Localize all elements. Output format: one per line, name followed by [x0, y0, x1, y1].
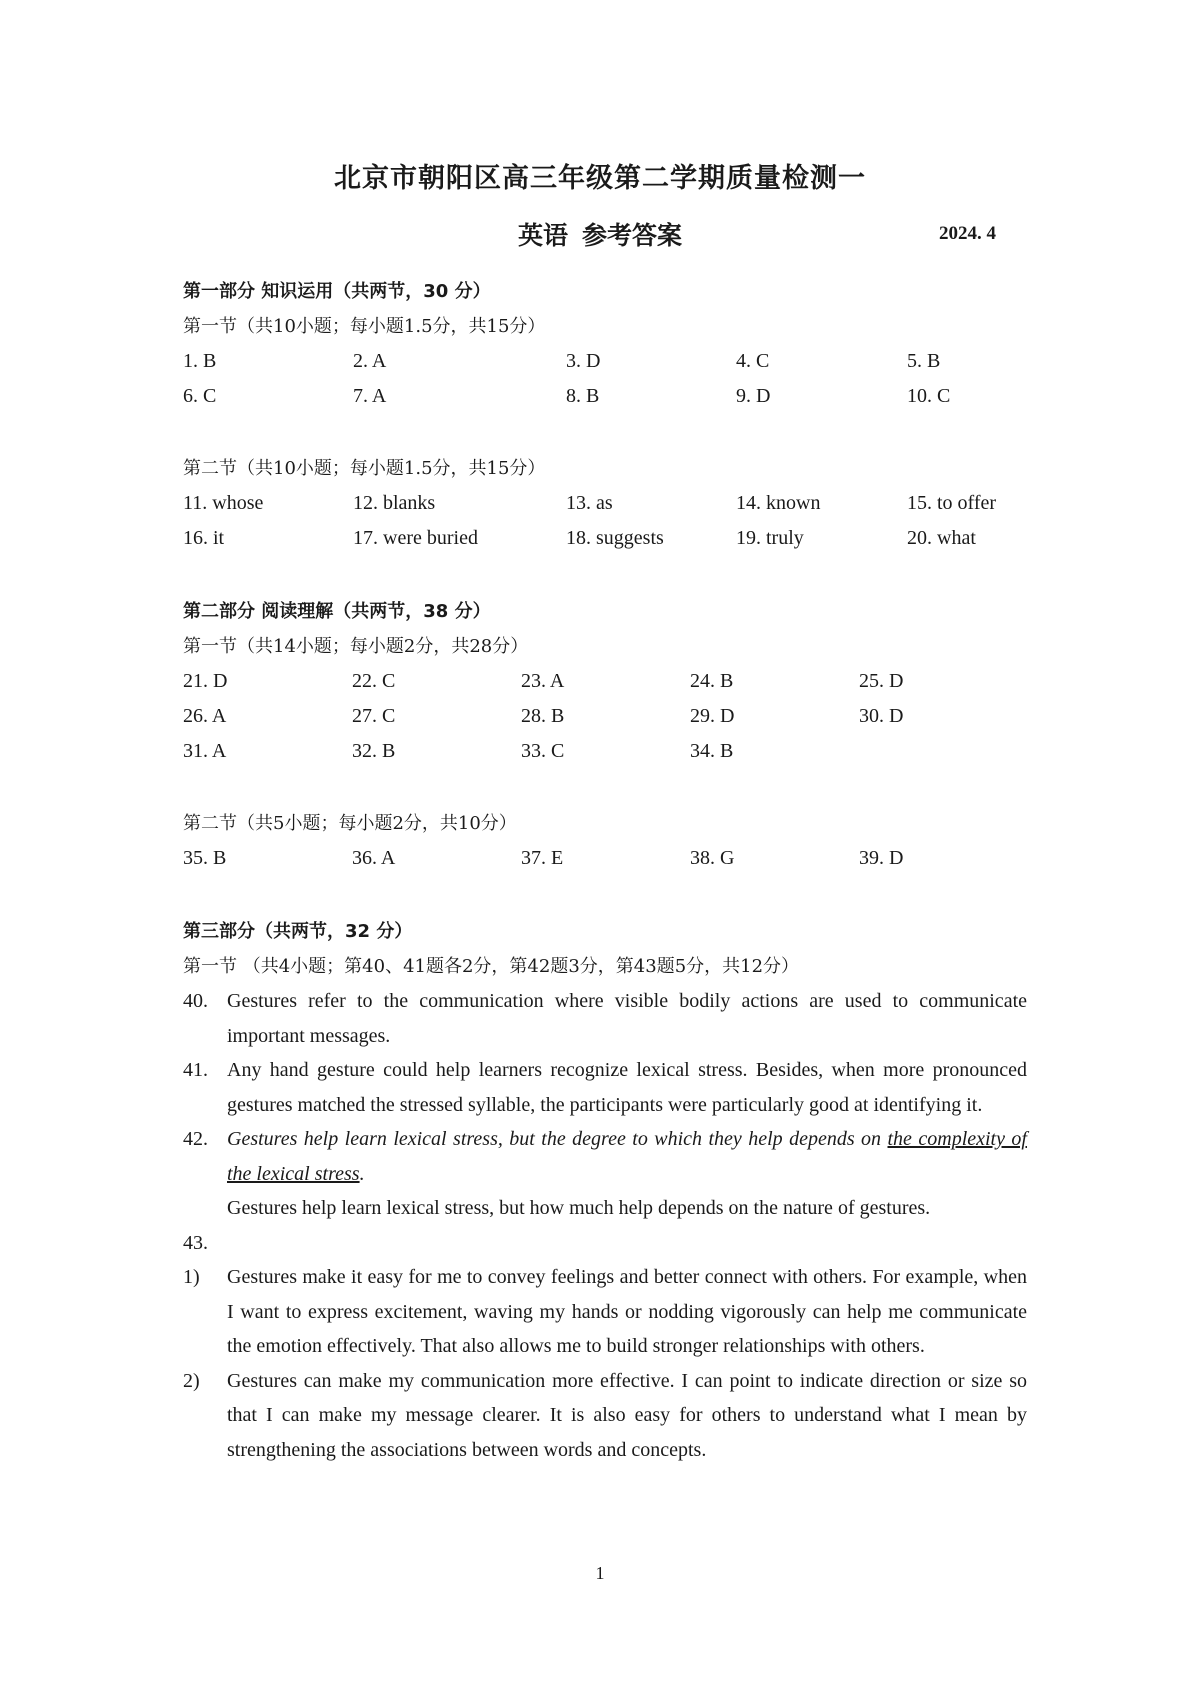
answer-cell: 22. C — [352, 670, 396, 692]
answer-cell: 17. were buried — [353, 527, 478, 549]
answer-cell: 26. A — [183, 705, 227, 727]
answer-cell: 38. G — [690, 847, 735, 869]
answer-row — [183, 379, 1028, 414]
answer-row — [183, 841, 1028, 876]
answer-cell: 1. B — [183, 350, 217, 372]
answer-cell: 13. as — [566, 492, 613, 514]
question-43-item-1 — [183, 1260, 1028, 1364]
answer-cell: 33. C — [521, 740, 565, 762]
answer-cell: 9. D — [736, 385, 771, 407]
question-number: 43. — [183, 1231, 208, 1254]
page-number: 1 — [595, 1563, 605, 1583]
answer-underlined: the complexity of the lexical stress — [227, 1128, 1027, 1185]
answer-cell: 11. whose — [183, 492, 264, 514]
answer-cell: 24. B — [690, 670, 734, 692]
answer-cell: 27. C — [352, 705, 396, 727]
answer-cell: 5. B — [907, 350, 941, 372]
answer-text — [227, 1122, 1027, 1191]
answer-cell: 8. B — [566, 385, 600, 407]
question-number: 42. — [183, 1128, 208, 1150]
answer-cell: 10. C — [907, 385, 951, 407]
answer-cell: 3. D — [566, 350, 601, 372]
part1-sec2-heading: 第二节（共10小题；每小题1.5分，共15分） — [183, 458, 546, 479]
answer-period: . — [359, 1162, 365, 1185]
question-42-alt — [183, 1191, 1028, 1226]
part1-sec1-heading: 第一节（共10小题；每小题1.5分，共15分） — [183, 316, 546, 337]
answer-row — [183, 699, 1028, 734]
answer-cell: 21. D — [183, 670, 228, 692]
answer-text: Gestures refer to the communication where visible bodily actions are used to communicate important messages. — [227, 990, 1027, 1047]
answer-cell: 34. B — [690, 740, 734, 762]
item-number: 1) — [183, 1266, 200, 1288]
question-43-item-2 — [183, 1364, 1028, 1468]
item-number: 2) — [183, 1369, 200, 1392]
answer-content — [183, 274, 1028, 1467]
answer-italic: Gestures help learn lexical stress, but the degree to which they help depends on — [227, 1128, 888, 1150]
part2-sec2-heading: 第二节（共5小题；每小题2分，共10分） — [183, 813, 517, 834]
part2-heading: 第二部分 阅读理解（共两节，38 分） — [183, 601, 491, 622]
answer-row — [183, 486, 1028, 521]
answer-cell: 29. D — [690, 705, 735, 727]
item-text: Gestures can make my communication more effective. I can point to indicate direction or size so that I can make my message clearer. It is also easy for others to understand what I mean by strengthening the associations between words and concepts. — [227, 1369, 1027, 1461]
answer-cell: 31. A — [183, 740, 227, 762]
answer-cell: 18. suggests — [566, 527, 664, 549]
answer-cell: 30. D — [859, 705, 904, 727]
answer-cell: 6. C — [183, 385, 217, 407]
answer-row — [183, 734, 1028, 769]
answer-cell: 28. B — [521, 705, 565, 727]
answer-cell: 4. C — [736, 350, 770, 372]
answer-cell: 16. it — [183, 527, 225, 549]
answer-row — [183, 664, 1028, 699]
subject-label: 英语 — [517, 221, 568, 250]
answer-cell: 7. A — [353, 385, 387, 407]
answer-cell: 39. D — [859, 847, 904, 869]
answer-row — [183, 521, 1028, 556]
answer-cell: 2. A — [353, 350, 387, 372]
exam-date: 2024. 4 — [939, 223, 996, 244]
question-40 — [183, 984, 1028, 1053]
answer-cell: 25. D — [859, 670, 904, 692]
answer-cell: 19. truly — [736, 527, 804, 549]
answer-cell: 15. to offer — [907, 492, 997, 514]
question-42 — [183, 1122, 1028, 1191]
answer-cell: 23. A — [521, 670, 565, 692]
alternative-answer: Gestures help learn lexical stress, but how much help depends on the nature of gestures. — [227, 1197, 931, 1219]
answer-cell — [859, 734, 1028, 769]
answer-cell: 37. E — [521, 847, 564, 869]
question-number: 41. — [183, 1059, 208, 1081]
answer-cell: 20. what — [907, 527, 976, 549]
answer-cell: 32. B — [352, 740, 396, 762]
question-43 — [183, 1226, 1028, 1261]
part3-sec1-heading: 第一节 （共4小题；第40、41题各2分，第42题3分，第43题5分，共12分） — [183, 956, 800, 977]
document-title: 北京市朝阳区高三年级第二学期质量检测一 — [334, 163, 866, 194]
answer-key-label: 参考答案 — [582, 221, 683, 250]
answer-cell: 14. known — [736, 492, 821, 514]
answer-cell: 12. blanks — [353, 492, 436, 514]
question-number: 40. — [183, 990, 208, 1012]
part3-heading: 第三部分（共两节，32 分） — [183, 921, 413, 942]
answer-cell: 36. A — [352, 847, 396, 869]
answer-text: Any hand gesture could help learners recognize lexical stress. Besides, when more pronounced gestures matched the stressed syllable, the participants were particularly good at identifying it. — [227, 1059, 1027, 1116]
part2-sec1-heading: 第一节（共14小题；每小题2分，共28分） — [183, 636, 529, 657]
answer-row — [183, 344, 1028, 379]
answer-cell: 35. B — [183, 847, 227, 869]
question-41 — [183, 1053, 1028, 1122]
item-text: Gestures make it easy for me to convey feelings and better connect with others. For example, when I want to express excitement, waving my hands or nodding vigorously can help me communicate the emotion effectively. That also allows me to build stronger relationships with others. — [227, 1266, 1027, 1357]
document-subtitle — [0, 216, 1200, 252]
part1-heading: 第一部分 知识运用（共两节，30 分） — [183, 281, 491, 302]
